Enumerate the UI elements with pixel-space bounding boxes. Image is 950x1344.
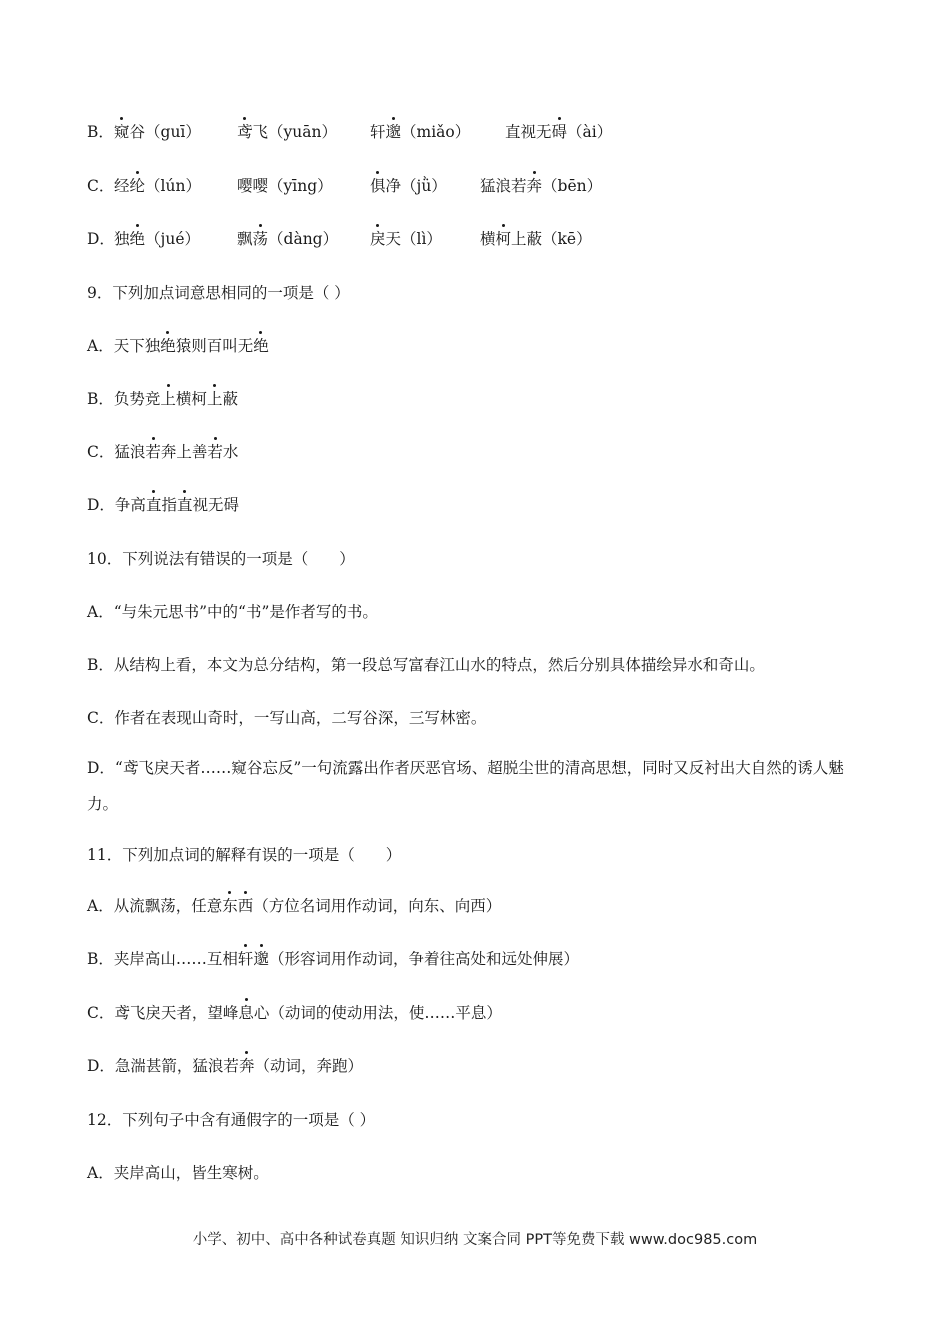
q9-option-c: C．猛浪若奔上善若水 [87,443,239,461]
q10-option-a: A．“与朱元思书”中的“书”是作者写的书。 [87,603,378,621]
q12-stem: 12．下列句子中含有通假字的一项是（ ） [87,1111,376,1129]
q10-option-b: B．从结构上看，本文为总分结构，第一段总写富春江山水的特点，然后分别具体描绘异水和奇山。 [87,656,765,674]
q11-option-a: A．从流飘荡，任意东西（方位名词用作动词，向东、向西） [87,897,502,915]
q8-option-d: D． 独绝（jué） 飘荡（dàng） 戾天（lì） 横柯上蔽（kē） [87,230,592,248]
q9-option-d: D．争高直指直视无碍 [87,496,239,514]
q9-option-a: A．天下独绝猿则百叫无绝 [87,337,269,355]
page-footer: 小学、初中、高中各种试卷真题 知识归纳 文案合同 PPT等免费下载 www.doc985.com [192,1232,758,1248]
q9-option-b: B．负势竞上横柯上蔽 [87,390,238,408]
q11-option-c: C．鸢飞戾天者，望峰息心（动词的使动用法，使……平息） [87,1004,502,1022]
q10-stem: 10．下列说法有错误的一项是（ ） [87,550,355,568]
q11-option-d: D．急湍甚箭，猛浪若奔（动词，奔跑） [87,1057,363,1075]
q11-option-b: B．夹岸高山……互相轩邈（形容词用作动词，争着往高处和远处伸展） [87,950,579,968]
q9-stem: 9．下列加点词意思相同的一项是（ ） [87,284,350,302]
q12-option-a: A．夹岸高山，皆生寒树。 [87,1164,269,1182]
q10-option-d: D．“鸢飞戾天者……窥谷忘反”一句流露出作者厌恶官场、超脱尘世的清高思想，同时又反衬出大自然的诱人魅力。 [87,759,844,813]
q8-option-c: C． 经纶（lún） 嘤嘤（yīng） 俱净（jǜ） 猛浪若奔（bēn） [87,177,603,195]
q10-option-c: C．作者在表现山奇时，一写山高，二写谷深，三写林密。 [87,709,487,727]
q11-stem: 11．下列加点词的解释有误的一项是（ ） [87,846,402,864]
q8-option-b: B． 窥谷（guī） 鸢飞（yuān） 轩邈（miǎo） 直视无碍（ài） [87,123,613,141]
